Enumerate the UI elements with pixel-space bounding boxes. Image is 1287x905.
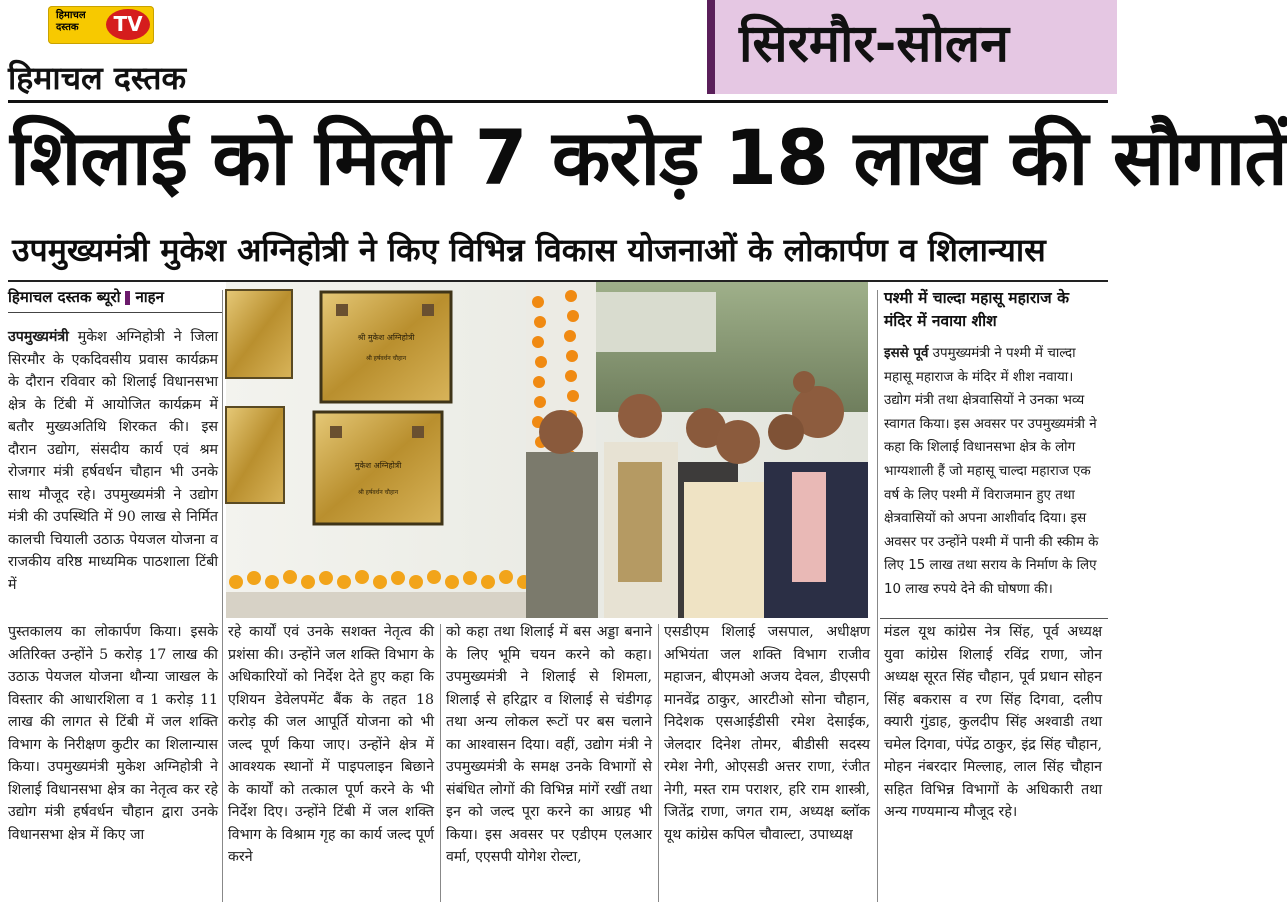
article-col1-top-text: मुकेश अग्निहोत्री ने जिला सिरमौर के एकदिवसीय प्रवास कार्यक्रम के दौरान रविवार को शिलाई विधानसभा क्षेत्र के टिंबी में आयोजित कार्यक्रम में बतौर मुख्यअतिथि शिरकत की। इस दौरान उद्योग, संसदीय कार्य एवं श्रम रोजगार मंत्री हर्षवर्धन चौहान भी उनके साथ मौजूद रहे। उपमुख्यमंत्री ने उद्योग मंत्री की उपस्थिति में 90 लाख से निर्मित कालची चियाली उठाऊ पेयजल योजना व राजकीय वरिष्ठ माध्यमिक पाठशाला टिंबी में — [8, 329, 218, 593]
section-title: सिरमौर-सोलन — [739, 14, 1010, 74]
byline-rule — [8, 312, 222, 313]
sidebar-body — [884, 342, 1102, 602]
byline-bureau: हिमाचल दस्तक ब्यूरो — [8, 288, 121, 306]
article-col1-top — [8, 326, 218, 626]
plaque-main-name: श्री मुकेश अग्निहोत्री — [357, 333, 415, 342]
column-rule — [658, 624, 659, 902]
channel-logo — [48, 6, 154, 44]
article-col3-text: को कहा तथा शिलाई में बस अड्डा बनाने के लिए भूमि चयन करने को कहा। उपमुख्यमंत्री ने शिलाई से शिमला, शिलाई से हरिद्वार व शिलाई से चंडीगढ़ तथा अन्य लोकल रूटों पर बस चलाने का आश्वासन दिया। वहीं, उद्योग मंत्री ने उपमुख्यमंत्री के समक्ष उनके विभागों से संबंधित लोगों की विभिन्न मांगें रखीं तथा इन को जल्द पूरा करने का आग्रह भी किया। इस अवसर पर एडीएम एलआर वर्मा, एएसपी योगेश रोल्टा, — [446, 624, 652, 865]
masthead-rule — [8, 100, 1108, 103]
article-col5 — [884, 621, 1102, 901]
article-col1-bottom-text: पुस्तकालय का लोकार्पण किया। इसके अतिरिक्त उन्होंने 5 करोड़ 17 लाख की उठाऊ पेयजल योजना थौन्या जाखल के विस्तार की आधारशिला व 1 करोड़ 11 लाख की लागत से टिंबी में जल शक्ति विभाग के निरीक्षण कुटीर का शिलान्यास किया। उपमुख्यमंत्री मुकेश अग्निहोत्री ने शिलाई विधानसभा क्षेत्र का नेतृत्व कर रहे उद्योग मंत्री हर्षवर्धन चौहान द्वारा उनके विधानसभा क्षेत्र में किए जा — [8, 624, 218, 843]
column-rule — [440, 624, 441, 902]
column-rule — [222, 290, 223, 902]
section-banner — [707, 0, 1117, 94]
headline: शिलाई को मिली 7 करोड़ 18 लाख की सौगातें — [10, 113, 1287, 202]
article-col1-bottom — [8, 621, 218, 901]
event-photo — [226, 282, 868, 618]
masthead: हिमाचल दस्तक — [8, 59, 187, 97]
byline-separator — [125, 291, 130, 305]
article-lead: उपमुख्यमंत्री — [8, 329, 69, 345]
logo-text: हिमाचल दस्तक — [56, 10, 86, 33]
sidebar-lead: इससे पूर्व — [884, 346, 929, 361]
article-col4 — [664, 621, 870, 901]
article-col4-text: एसडीएम शिलाई जसपाल, अधीक्षण अभियंता जल शक्ति विभाग राजीव महाजन, बीएमओ अजय देवल, डीएसपी मानवेंद्र ठाकुर, आरटीओ सोना चौहान, निदेशक एसआईडीसी रमेश देसाईक, जेलदार दिनेश तोमर, बीडीसी सदस्य रमेश नेगी, ओएसडी अत्तर राणा, रंजीत नेगी, मस्त राम पराशर, हरि राम शास्त्री, जितेंद्र राणा, जगत राम, अध्यक्ष ब्लॉक यूथ कांग्रेस कपिल चौवाल्टा, उपाध्यक्ष — [664, 624, 870, 843]
subheadline: उपमुख्यमंत्री मुकेश अग्निहोत्री ने किए विभिन्न विकास योजनाओं के लोकार्पण व शिलान्यास — [12, 231, 1046, 269]
article-col2 — [228, 621, 434, 901]
column-rule — [877, 290, 878, 902]
sidebar-title: पश्मी में चाल्दा महासू महाराज के मंदिर में नवाया शीश — [884, 289, 1069, 330]
article-col5-text: मंडल यूथ कांग्रेस नेत्र सिंह, पूर्व अध्यक्ष युवा कांग्रेस शिलाई रविंद्र राणा, जोन अध्यक्ष सूरत सिंह चौहान, पूर्व प्रधान सोहन सिंह बकरास व रण सिंह दिगवा, दलीप क्यारी गुंडाह, कुलदीप सिंह अश्वाडी तथा चमेल दिगवा, पंपेंद्र ठाकुर, इंद्र सिंह चौहान, मोहन नंबरदार मिल्लाह, लाल सिंह चौहान सहित विभिन्न विभागों के अधिकारी तथा अन्य गण्यमान्य मौजूद रहे। — [884, 624, 1102, 820]
plaque-lower-name: मुकेश अग्निहोत्री — [354, 461, 402, 470]
byline-place: नाहन — [135, 288, 164, 306]
sidebar-text: उपमुख्यमंत्री ने पश्मी में चाल्दा महासू महाराज के मंदिर में शीश नवाया। उद्योग मंत्री तथा क्षेत्रवासियों ने उनका भव्य स्वागत किया। इस अवसर पर उपमुख्यमंत्री ने कहा कि शिलाई विधानसभा क्षेत्र के लोग भाग्यशाली हैं जो महासू चाल्दा महाराज एक वर्ष के लिए पश्मी में विराजमान हुए तथा क्षेत्रवासियों को अपना आशीर्वाद दिया। इस अवसर पर उन्होंने पश्मी में पानी की स्कीम के लिए 15 लाख तथा सराय के निर्माण के लिए 10 लाख रुपये देने की घोषणा की। — [884, 346, 1099, 597]
article-col2-text: रहे कार्यों एवं उनके सशक्त नेतृत्व की प्रशंसा की। उन्होंने जल शक्ति विभाग के अधिकारियों को निर्देश देते हुए कहा कि एशियन डेवेलपमेंट बैंक के तहत 18 करोड़ की जल आपूर्ति योजना को भी जल्द पूर्ण किया जाए। उन्होंने क्षेत्र में आवश्यक स्थानों में पाइपलाइन बिछाने के कार्यों को तत्काल पूर्ण करने के भी निर्देश दिए। उन्होंने टिंबी में जल शक्ति विभाग के विश्राम गृह का कार्य जल्द पूर्ण करने — [228, 624, 434, 865]
byline — [8, 287, 164, 307]
plaque-main-sub: श्री हर्षवर्धन चौहान — [365, 355, 407, 362]
article-col3 — [446, 621, 652, 901]
plaque-lower-sub: श्री हर्षवर्धन चौहान — [357, 489, 399, 496]
sidebar-rule — [880, 618, 1108, 619]
event-photo-illustration — [226, 282, 868, 618]
tv-badge: TV — [106, 9, 150, 40]
